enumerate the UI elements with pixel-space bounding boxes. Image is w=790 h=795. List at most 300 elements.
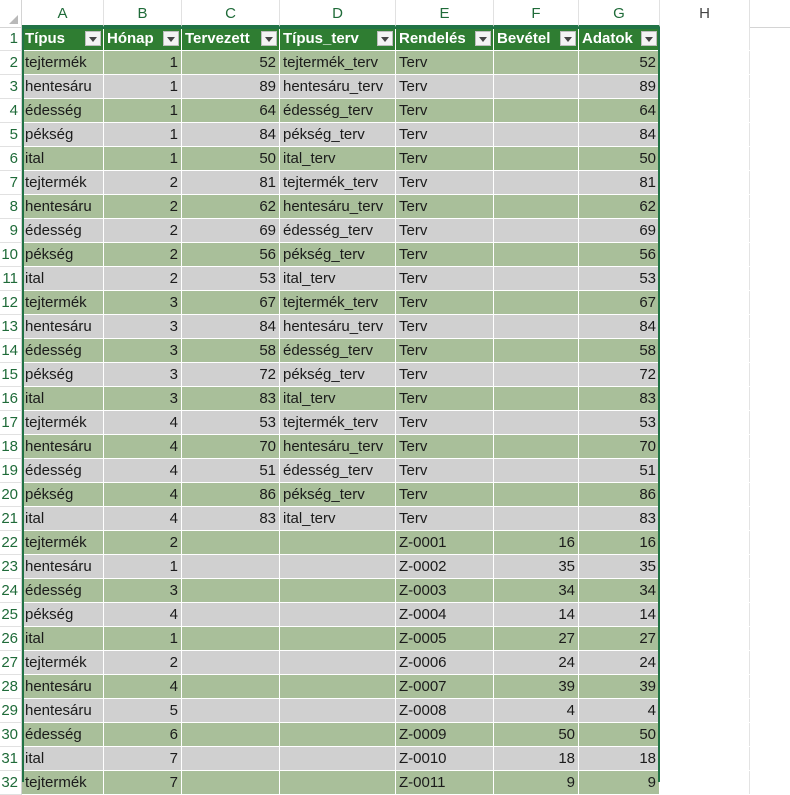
cell-adatok[interactable]: 67 xyxy=(579,291,660,314)
cell-bevetel[interactable]: 34 xyxy=(494,579,579,602)
cell-adatok[interactable]: 52 xyxy=(579,51,660,74)
column-header-h[interactable]: H xyxy=(660,0,750,27)
cell-tipus[interactable]: tejtermék xyxy=(22,291,104,314)
cell[interactable] xyxy=(660,339,750,362)
row-header[interactable]: 13 xyxy=(0,315,22,339)
cell[interactable] xyxy=(660,579,750,602)
cell-tipus[interactable]: ital xyxy=(22,267,104,290)
filter-dropdown-icon[interactable] xyxy=(377,31,393,46)
cell-honap[interactable]: 1 xyxy=(104,627,182,650)
cell[interactable] xyxy=(660,603,750,626)
cell-adatok[interactable]: 89 xyxy=(579,75,660,98)
cell-honap[interactable]: 7 xyxy=(104,747,182,770)
cell-bevetel[interactable] xyxy=(494,195,579,218)
cell-rendeles[interactable]: Terv xyxy=(396,267,494,290)
cell-honap[interactable]: 1 xyxy=(104,123,182,146)
cell-rendeles[interactable]: Terv xyxy=(396,99,494,122)
cell-tipus-terv[interactable]: ital_terv xyxy=(280,507,396,530)
cell[interactable] xyxy=(660,531,750,554)
cell-tipus[interactable]: tejtermék xyxy=(22,51,104,74)
cell-tipus[interactable]: tejtermék xyxy=(22,411,104,434)
cell-bevetel[interactable] xyxy=(494,363,579,386)
filter-dropdown-icon[interactable] xyxy=(475,31,491,46)
cell[interactable] xyxy=(660,435,750,458)
cell-tipus-terv[interactable] xyxy=(280,771,396,794)
cell-tervezett[interactable] xyxy=(182,771,280,794)
cell-tipus-terv[interactable] xyxy=(280,747,396,770)
cell-rendeles[interactable]: Z-0006 xyxy=(396,651,494,674)
cell-tervezett[interactable] xyxy=(182,555,280,578)
cell-adatok[interactable]: 56 xyxy=(579,243,660,266)
cell-tervezett[interactable]: 56 xyxy=(182,243,280,266)
cell[interactable] xyxy=(660,75,750,98)
header-cell-tipus[interactable] xyxy=(22,27,104,50)
filter-dropdown-icon[interactable] xyxy=(641,31,657,46)
cell-honap[interactable]: 7 xyxy=(104,771,182,794)
cell-tipus[interactable]: tejtermék xyxy=(22,651,104,674)
column-header-a[interactable]: A xyxy=(22,0,104,27)
cell-tipus[interactable]: pékség xyxy=(22,363,104,386)
cell-rendeles[interactable]: Terv xyxy=(396,507,494,530)
cell-honap[interactable]: 3 xyxy=(104,579,182,602)
cell-adatok[interactable]: 86 xyxy=(579,483,660,506)
cell[interactable] xyxy=(660,411,750,434)
cell-tipus[interactable]: ital xyxy=(22,387,104,410)
cell-adatok[interactable]: 81 xyxy=(579,171,660,194)
cell[interactable] xyxy=(660,315,750,338)
cell-bevetel[interactable] xyxy=(494,483,579,506)
cell-tervezett[interactable]: 81 xyxy=(182,171,280,194)
cell-tipus-terv[interactable] xyxy=(280,627,396,650)
cell-tervezett[interactable]: 83 xyxy=(182,387,280,410)
cell-rendeles[interactable]: Terv xyxy=(396,339,494,362)
cell-adatok[interactable]: 53 xyxy=(579,267,660,290)
cell-tervezett[interactable] xyxy=(182,723,280,746)
cell-adatok[interactable]: 62 xyxy=(579,195,660,218)
cell-bevetel[interactable] xyxy=(494,507,579,530)
row-header[interactable]: 9 xyxy=(0,219,22,243)
cell-tervezett[interactable]: 58 xyxy=(182,339,280,362)
cell-tervezett[interactable] xyxy=(182,531,280,554)
row-header[interactable]: 25 xyxy=(0,603,22,627)
cell[interactable] xyxy=(660,483,750,506)
cell[interactable] xyxy=(660,363,750,386)
cell-tipus[interactable]: ital xyxy=(22,747,104,770)
cell-adatok[interactable]: 84 xyxy=(579,123,660,146)
cell-bevetel[interactable]: 14 xyxy=(494,603,579,626)
column-header-f[interactable]: F xyxy=(494,0,579,27)
cell-tervezett[interactable]: 53 xyxy=(182,267,280,290)
cell-tipus[interactable]: tejtermék xyxy=(22,531,104,554)
cell-tervezett[interactable] xyxy=(182,699,280,722)
cell-tervezett[interactable] xyxy=(182,579,280,602)
row-header[interactable]: 7 xyxy=(0,171,22,195)
cell-bevetel[interactable]: 27 xyxy=(494,627,579,650)
cell-tervezett[interactable]: 51 xyxy=(182,459,280,482)
header-cell-rendeles[interactable] xyxy=(396,27,494,50)
cell-honap[interactable]: 3 xyxy=(104,339,182,362)
cell-rendeles[interactable]: Terv xyxy=(396,363,494,386)
cell[interactable] xyxy=(660,675,750,698)
cell-tervezett[interactable]: 70 xyxy=(182,435,280,458)
cell-honap[interactable]: 2 xyxy=(104,243,182,266)
cell[interactable] xyxy=(660,147,750,170)
cell-rendeles[interactable]: Terv xyxy=(396,387,494,410)
row-header[interactable]: 15 xyxy=(0,363,22,387)
cell-adatok[interactable]: 84 xyxy=(579,315,660,338)
cell-bevetel[interactable]: 4 xyxy=(494,699,579,722)
row-header[interactable]: 6 xyxy=(0,147,22,171)
cell-adatok[interactable]: 64 xyxy=(579,99,660,122)
cell-honap[interactable]: 4 xyxy=(104,507,182,530)
filter-dropdown-icon[interactable] xyxy=(163,31,179,46)
cell-rendeles[interactable]: Z-0002 xyxy=(396,555,494,578)
cell-tervezett[interactable]: 69 xyxy=(182,219,280,242)
row-header[interactable]: 22 xyxy=(0,531,22,555)
cell-adatok[interactable]: 14 xyxy=(579,603,660,626)
cell-adatok[interactable]: 34 xyxy=(579,579,660,602)
cell-honap[interactable]: 2 xyxy=(104,171,182,194)
cell[interactable] xyxy=(660,555,750,578)
header-cell-bevetel[interactable] xyxy=(494,27,579,50)
cell-tipus[interactable]: édesség xyxy=(22,339,104,362)
cell-honap[interactable]: 2 xyxy=(104,267,182,290)
cell[interactable] xyxy=(660,507,750,530)
cell-tipus-terv[interactable]: ital_terv xyxy=(280,387,396,410)
cell-adatok[interactable]: 50 xyxy=(579,147,660,170)
cell[interactable] xyxy=(660,267,750,290)
cell-bevetel[interactable] xyxy=(494,99,579,122)
cell-tervezett[interactable]: 89 xyxy=(182,75,280,98)
cell-rendeles[interactable]: Z-0008 xyxy=(396,699,494,722)
cell-tipus[interactable]: hentesáru xyxy=(22,675,104,698)
cell-adatok[interactable]: 16 xyxy=(579,531,660,554)
cell-rendeles[interactable]: Z-0003 xyxy=(396,579,494,602)
cell-bevetel[interactable] xyxy=(494,387,579,410)
header-cell-tervezett[interactable] xyxy=(182,27,280,50)
cell-rendeles[interactable]: Terv xyxy=(396,195,494,218)
cell-tipus-terv[interactable]: édesség_terv xyxy=(280,459,396,482)
cell-rendeles[interactable]: Terv xyxy=(396,435,494,458)
cell-tipus[interactable]: ital xyxy=(22,147,104,170)
cell-adatok[interactable]: 83 xyxy=(579,507,660,530)
cell-bevetel[interactable] xyxy=(494,75,579,98)
row-header[interactable]: 19 xyxy=(0,459,22,483)
row-header[interactable]: 12 xyxy=(0,291,22,315)
cell-tervezett[interactable]: 83 xyxy=(182,507,280,530)
cell-adatok[interactable]: 58 xyxy=(579,339,660,362)
row-header[interactable]: 20 xyxy=(0,483,22,507)
cell-bevetel[interactable] xyxy=(494,219,579,242)
cell-adatok[interactable]: 18 xyxy=(579,747,660,770)
cell-honap[interactable]: 1 xyxy=(104,147,182,170)
cell-tipus-terv[interactable]: tejtermék_terv xyxy=(280,171,396,194)
cell[interactable] xyxy=(660,99,750,122)
cell-honap[interactable]: 6 xyxy=(104,723,182,746)
cell-honap[interactable]: 2 xyxy=(104,219,182,242)
row-header[interactable]: 14 xyxy=(0,339,22,363)
cell-rendeles[interactable]: Z-0011 xyxy=(396,771,494,794)
cell-bevetel[interactable] xyxy=(494,171,579,194)
filter-dropdown-icon[interactable] xyxy=(85,31,101,46)
cell-adatok[interactable]: 83 xyxy=(579,387,660,410)
row-header[interactable]: 21 xyxy=(0,507,22,531)
cell[interactable] xyxy=(660,627,750,650)
cell[interactable] xyxy=(660,51,750,74)
cell[interactable] xyxy=(660,459,750,482)
cell-tipus-terv[interactable]: tejtermék_terv xyxy=(280,51,396,74)
cell-adatok[interactable]: 70 xyxy=(579,435,660,458)
cell-rendeles[interactable]: Z-0004 xyxy=(396,603,494,626)
header-cell-tipus-terv[interactable] xyxy=(280,27,396,50)
cell-tipus-terv[interactable] xyxy=(280,603,396,626)
cell-rendeles[interactable]: Terv xyxy=(396,147,494,170)
column-header-e[interactable]: E xyxy=(396,0,494,27)
cell-rendeles[interactable]: Terv xyxy=(396,411,494,434)
cell-tervezett[interactable]: 86 xyxy=(182,483,280,506)
cell-rendeles[interactable]: Terv xyxy=(396,315,494,338)
cell-tipus[interactable]: pékség xyxy=(22,483,104,506)
cell-rendeles[interactable]: Terv xyxy=(396,51,494,74)
cell-bevetel[interactable] xyxy=(494,291,579,314)
cell-adatok[interactable]: 51 xyxy=(579,459,660,482)
cell-adatok[interactable]: 69 xyxy=(579,219,660,242)
row-header[interactable]: 18 xyxy=(0,435,22,459)
cell-bevetel[interactable] xyxy=(494,243,579,266)
row-header[interactable]: 27 xyxy=(0,651,22,675)
cell-bevetel[interactable] xyxy=(494,51,579,74)
cell-tervezett[interactable]: 64 xyxy=(182,99,280,122)
cell-tervezett[interactable]: 50 xyxy=(182,147,280,170)
cell-tipus[interactable]: édesség xyxy=(22,723,104,746)
cell-bevetel[interactable] xyxy=(494,411,579,434)
cell-adatok[interactable]: 35 xyxy=(579,555,660,578)
cell-bevetel[interactable] xyxy=(494,267,579,290)
cell-honap[interactable]: 3 xyxy=(104,315,182,338)
row-header[interactable]: 32 xyxy=(0,771,22,795)
cell-rendeles[interactable]: Z-0010 xyxy=(396,747,494,770)
cell-tipus[interactable]: édesség xyxy=(22,579,104,602)
cell-rendeles[interactable]: Z-0001 xyxy=(396,531,494,554)
cell-tipus-terv[interactable]: pékség_terv xyxy=(280,363,396,386)
column-header-c[interactable]: C xyxy=(182,0,280,27)
cell-honap[interactable]: 4 xyxy=(104,483,182,506)
cell-tipus[interactable]: pékség xyxy=(22,603,104,626)
cell-adatok[interactable]: 50 xyxy=(579,723,660,746)
cell-rendeles[interactable]: Terv xyxy=(396,123,494,146)
cell-tipus[interactable]: hentesáru xyxy=(22,555,104,578)
cell-adatok[interactable]: 39 xyxy=(579,675,660,698)
cell-honap[interactable]: 2 xyxy=(104,531,182,554)
select-all-corner[interactable] xyxy=(0,0,22,27)
cell-rendeles[interactable]: Z-0009 xyxy=(396,723,494,746)
cell-adatok[interactable]: 27 xyxy=(579,627,660,650)
cell-adatok[interactable]: 9 xyxy=(579,771,660,794)
cell[interactable] xyxy=(660,771,750,794)
cell-honap[interactable]: 5 xyxy=(104,699,182,722)
cell-bevetel[interactable] xyxy=(494,459,579,482)
cell-tipus-terv[interactable]: ital_terv xyxy=(280,147,396,170)
cell-tipus-terv[interactable]: tejtermék_terv xyxy=(280,291,396,314)
row-header[interactable]: 5 xyxy=(0,123,22,147)
cell-honap[interactable]: 1 xyxy=(104,51,182,74)
cell-honap[interactable]: 2 xyxy=(104,195,182,218)
cell-bevetel[interactable]: 24 xyxy=(494,651,579,674)
row-header[interactable]: 1 xyxy=(0,27,22,51)
cell-tipus-terv[interactable]: hentesáru_terv xyxy=(280,435,396,458)
row-header[interactable]: 16 xyxy=(0,387,22,411)
cell-rendeles[interactable]: Z-0005 xyxy=(396,627,494,650)
cell-tipus-terv[interactable]: édesség_terv xyxy=(280,219,396,242)
cell-tipus-terv[interactable] xyxy=(280,723,396,746)
cell-bevetel[interactable] xyxy=(494,315,579,338)
cell-tipus-terv[interactable]: pékség_terv xyxy=(280,243,396,266)
cell-honap[interactable]: 2 xyxy=(104,651,182,674)
cell-tipus[interactable]: édesség xyxy=(22,459,104,482)
cell-honap[interactable]: 3 xyxy=(104,291,182,314)
cell-tipus-terv[interactable]: édesség_terv xyxy=(280,339,396,362)
cell-tipus-terv[interactable]: pékség_terv xyxy=(280,123,396,146)
cell-tipus[interactable]: ital xyxy=(22,627,104,650)
column-header-d[interactable]: D xyxy=(280,0,396,27)
cell-tipus[interactable]: édesség xyxy=(22,99,104,122)
cell-honap[interactable]: 3 xyxy=(104,387,182,410)
row-header[interactable]: 31 xyxy=(0,747,22,771)
cell-bevetel[interactable] xyxy=(494,147,579,170)
cell[interactable] xyxy=(660,243,750,266)
cell-bevetel[interactable]: 16 xyxy=(494,531,579,554)
cell-tipus[interactable]: pékség xyxy=(22,123,104,146)
cell-rendeles[interactable]: Terv xyxy=(396,459,494,482)
cell-honap[interactable]: 3 xyxy=(104,363,182,386)
cell-honap[interactable]: 1 xyxy=(104,99,182,122)
cell-bevetel[interactable]: 35 xyxy=(494,555,579,578)
row-header[interactable]: 3 xyxy=(0,75,22,99)
cell[interactable] xyxy=(660,219,750,242)
cell-tipus-terv[interactable] xyxy=(280,675,396,698)
filter-dropdown-icon[interactable] xyxy=(261,31,277,46)
cell-tervezett[interactable]: 84 xyxy=(182,123,280,146)
cell[interactable] xyxy=(660,651,750,674)
cell-honap[interactable]: 1 xyxy=(104,75,182,98)
row-header[interactable]: 17 xyxy=(0,411,22,435)
cell-tipus[interactable]: tejtermék xyxy=(22,171,104,194)
cell-rendeles[interactable]: Terv xyxy=(396,483,494,506)
cell-rendeles[interactable]: Z-0007 xyxy=(396,675,494,698)
filter-dropdown-icon[interactable] xyxy=(560,31,576,46)
row-header[interactable]: 11 xyxy=(0,267,22,291)
row-header[interactable]: 26 xyxy=(0,627,22,651)
cell-honap[interactable]: 4 xyxy=(104,435,182,458)
cell-tervezett[interactable]: 72 xyxy=(182,363,280,386)
cell[interactable] xyxy=(660,387,750,410)
cell-tipus[interactable]: hentesáru xyxy=(22,75,104,98)
cell-tipus[interactable]: hentesáru xyxy=(22,195,104,218)
row-header[interactable]: 10 xyxy=(0,243,22,267)
cell-honap[interactable]: 4 xyxy=(104,603,182,626)
cell-tipus[interactable]: hentesáru xyxy=(22,435,104,458)
cell[interactable] xyxy=(660,27,750,50)
cell-tervezett[interactable] xyxy=(182,603,280,626)
cell-tipus-terv[interactable]: hentesáru_terv xyxy=(280,195,396,218)
cell[interactable] xyxy=(660,699,750,722)
row-header[interactable]: 24 xyxy=(0,579,22,603)
header-cell-honap[interactable] xyxy=(104,27,182,50)
column-header-b[interactable]: B xyxy=(104,0,182,27)
row-header[interactable]: 23 xyxy=(0,555,22,579)
row-header[interactable]: 4 xyxy=(0,99,22,123)
column-header-g[interactable]: G xyxy=(579,0,660,27)
cell-tipus[interactable]: hentesáru xyxy=(22,315,104,338)
cell-tervezett[interactable]: 62 xyxy=(182,195,280,218)
cell-bevetel[interactable]: 50 xyxy=(494,723,579,746)
cell-tipus[interactable]: hentesáru xyxy=(22,699,104,722)
cell-tipus[interactable]: édesség xyxy=(22,219,104,242)
cell-bevetel[interactable]: 18 xyxy=(494,747,579,770)
cell-tipus[interactable]: tejtermék xyxy=(22,771,104,794)
cell-rendeles[interactable]: Terv xyxy=(396,243,494,266)
cell[interactable] xyxy=(660,195,750,218)
cell-tipus-terv[interactable] xyxy=(280,531,396,554)
cell-adatok[interactable]: 53 xyxy=(579,411,660,434)
row-header[interactable]: 30 xyxy=(0,723,22,747)
cell[interactable] xyxy=(660,723,750,746)
cell-tipus-terv[interactable]: tejtermék_terv xyxy=(280,411,396,434)
cell-adatok[interactable]: 72 xyxy=(579,363,660,386)
cell-tervezett[interactable]: 84 xyxy=(182,315,280,338)
cell-tipus-terv[interactable] xyxy=(280,699,396,722)
cell-bevetel[interactable] xyxy=(494,435,579,458)
cell-bevetel[interactable] xyxy=(494,339,579,362)
cell-honap[interactable]: 1 xyxy=(104,555,182,578)
cell-tipus-terv[interactable]: hentesáru_terv xyxy=(280,75,396,98)
cell-tervezett[interactable]: 52 xyxy=(182,51,280,74)
cell-honap[interactable]: 4 xyxy=(104,411,182,434)
cell-tipus-terv[interactable]: ital_terv xyxy=(280,267,396,290)
cell-bevetel[interactable] xyxy=(494,123,579,146)
row-header[interactable]: 2 xyxy=(0,51,22,75)
cell-tipus-terv[interactable]: hentesáru_terv xyxy=(280,315,396,338)
cell-tipus-terv[interactable]: édesség_terv xyxy=(280,99,396,122)
cell-tipus[interactable]: ital xyxy=(22,507,104,530)
cell-adatok[interactable]: 24 xyxy=(579,651,660,674)
cell-tervezett[interactable] xyxy=(182,675,280,698)
cell-honap[interactable]: 4 xyxy=(104,675,182,698)
cell-tervezett[interactable] xyxy=(182,627,280,650)
cell-tervezett[interactable]: 53 xyxy=(182,411,280,434)
row-header[interactable]: 8 xyxy=(0,195,22,219)
cell-tipus[interactable]: pékség xyxy=(22,243,104,266)
cell-honap[interactable]: 4 xyxy=(104,459,182,482)
cell[interactable] xyxy=(660,747,750,770)
cell[interactable] xyxy=(660,123,750,146)
header-cell-adatok[interactable] xyxy=(579,27,660,50)
cell-tervezett[interactable] xyxy=(182,651,280,674)
cell[interactable] xyxy=(660,171,750,194)
cell-rendeles[interactable]: Terv xyxy=(396,171,494,194)
cell-bevetel[interactable]: 39 xyxy=(494,675,579,698)
cell-tipus-terv[interactable]: pékség_terv xyxy=(280,483,396,506)
row-header[interactable]: 29 xyxy=(0,699,22,723)
cell-tipus-terv[interactable] xyxy=(280,555,396,578)
cell-rendeles[interactable]: Terv xyxy=(396,75,494,98)
cell-bevetel[interactable]: 9 xyxy=(494,771,579,794)
cell-tipus-terv[interactable] xyxy=(280,579,396,602)
cell-tipus-terv[interactable] xyxy=(280,651,396,674)
cell-tervezett[interactable]: 67 xyxy=(182,291,280,314)
cell-rendeles[interactable]: Terv xyxy=(396,219,494,242)
cell-adatok[interactable]: 4 xyxy=(579,699,660,722)
